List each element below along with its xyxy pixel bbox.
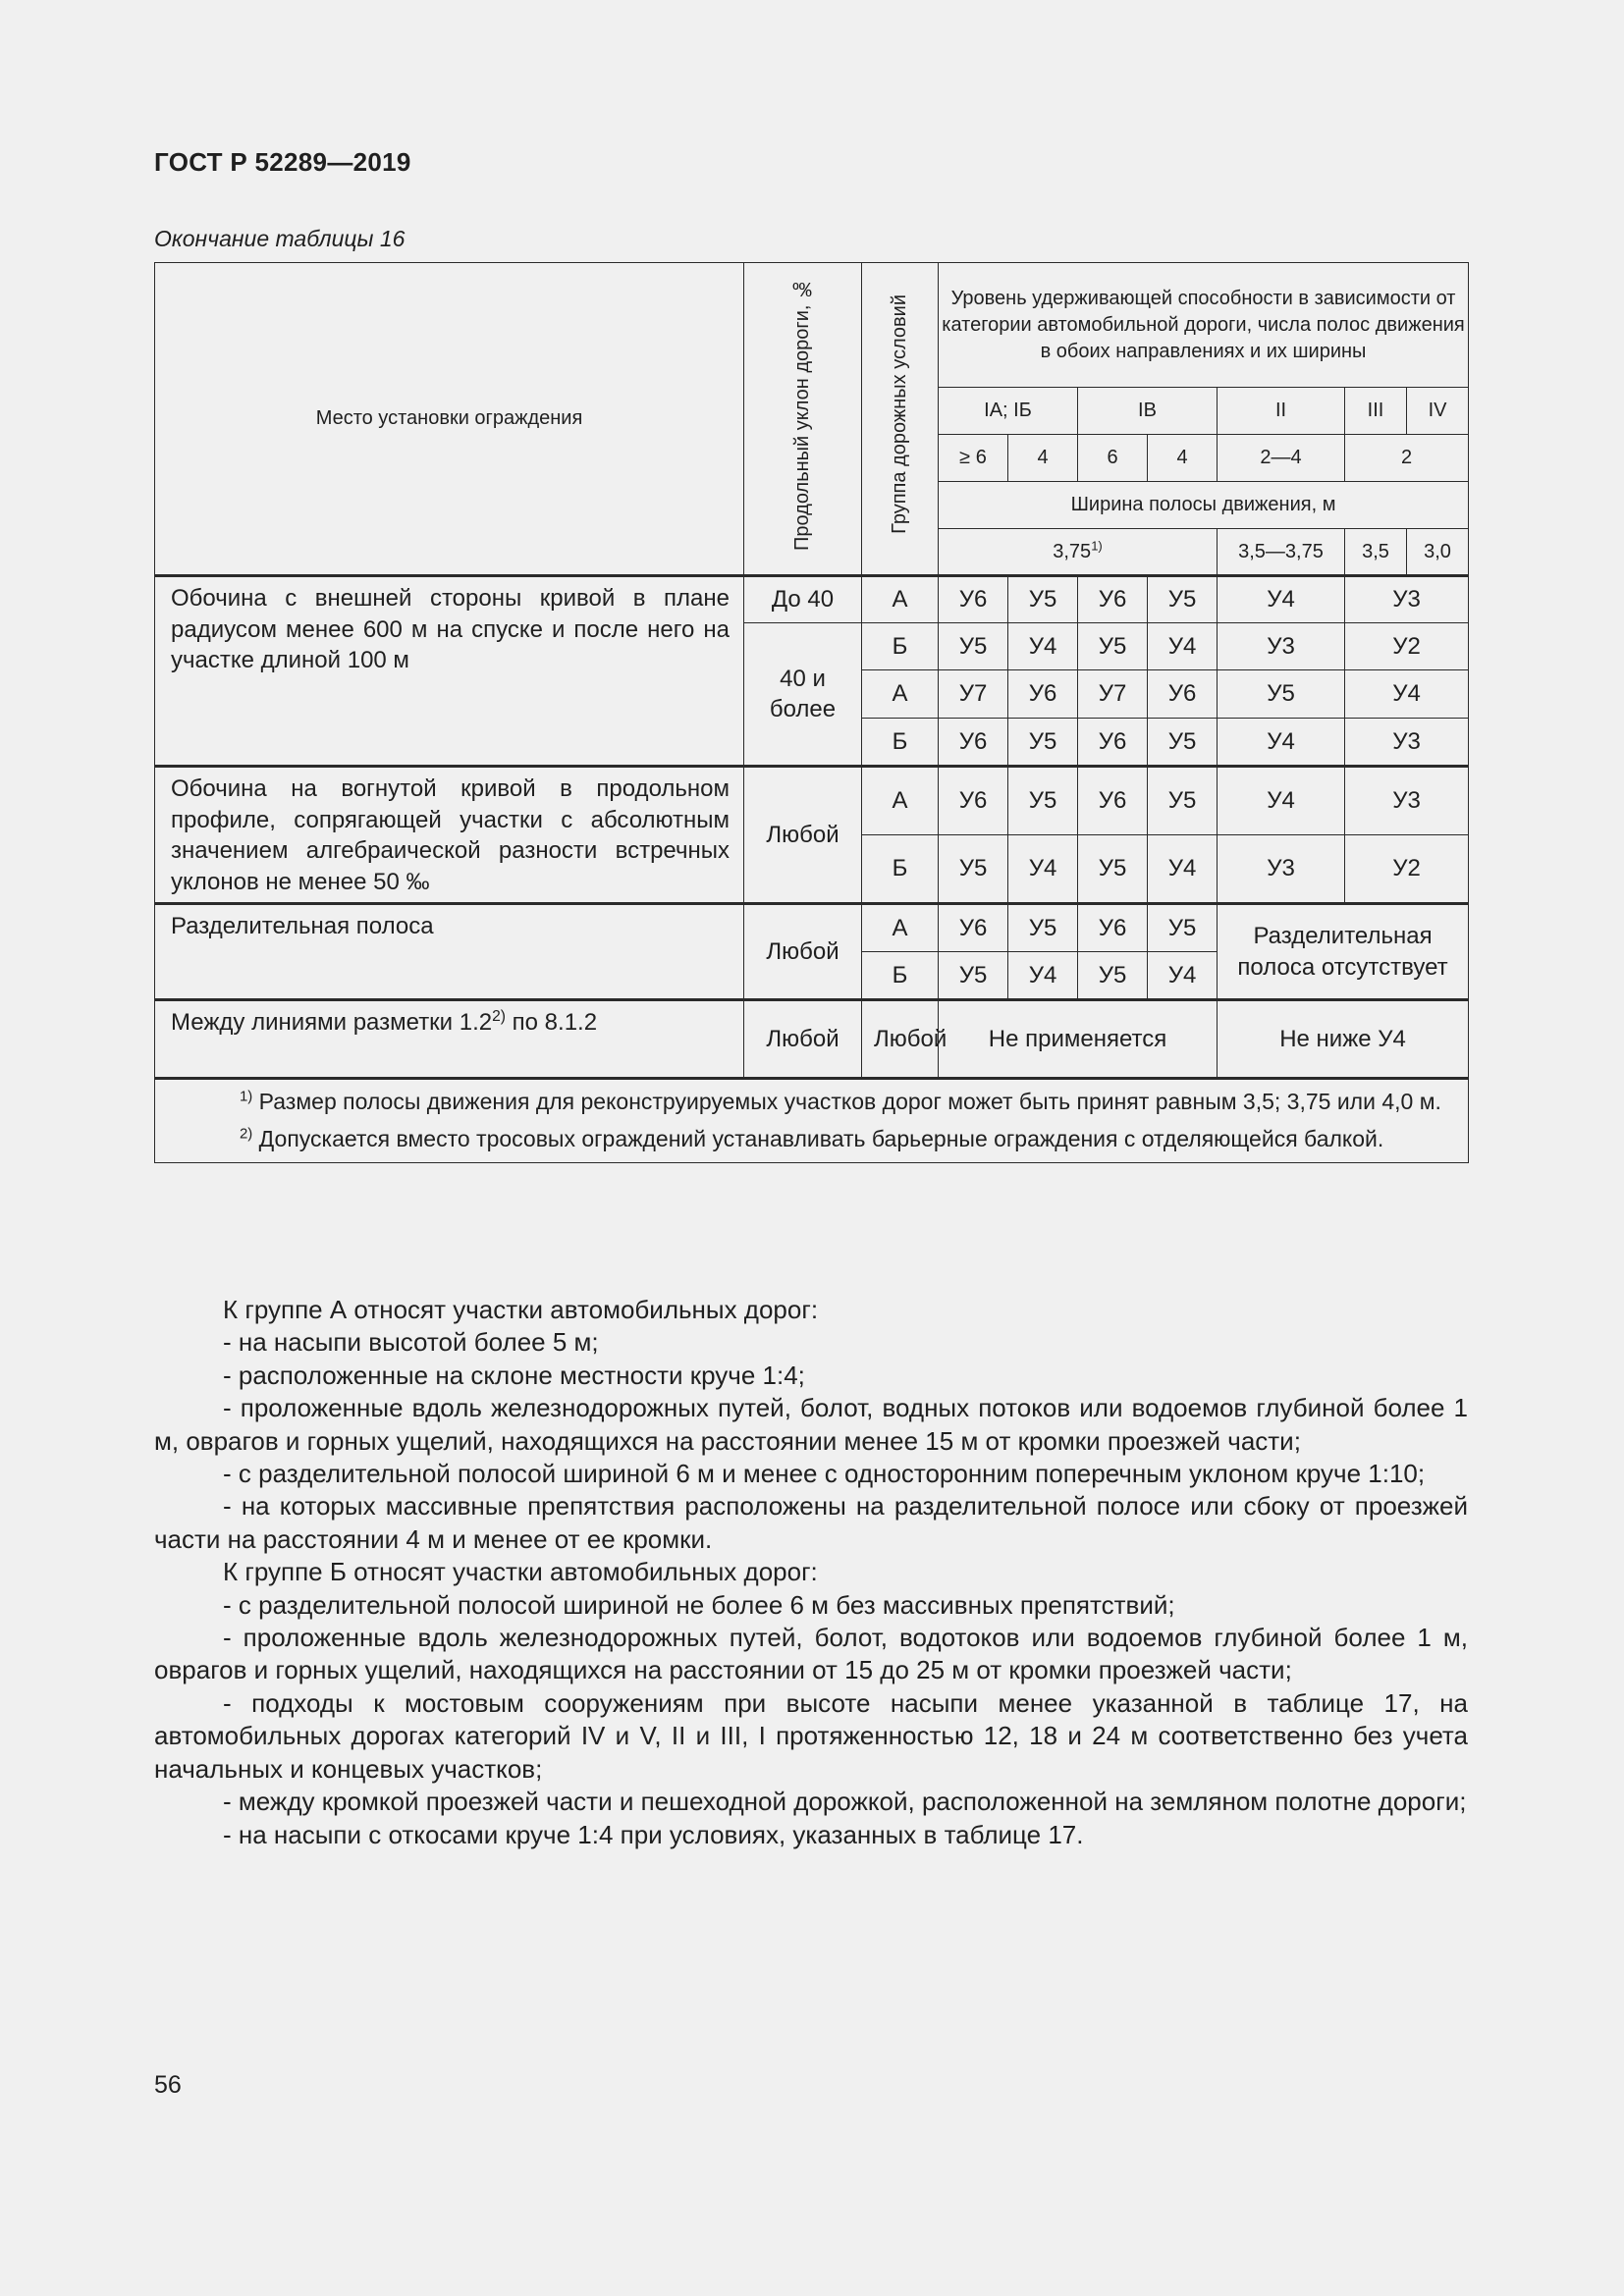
level-cell: У5 (939, 952, 1008, 1000)
row-group: Любой (862, 1000, 939, 1079)
level-cell: У5 (1148, 767, 1218, 835)
level-cell: У5 (1008, 719, 1078, 767)
level-cell: У4 (1148, 952, 1218, 1000)
list-item: - проложенные вдоль железнодорожных путей, болот, водных потоков или водоемов глубиной более 1 м, оврагов и горных ущелий, находящихся на расстоянии менее 15 м от кромки проезжей части; (154, 1393, 1468, 1456)
list-item: - с разделительной полосой шириной не более 6 м без массивных препятствий; (223, 1589, 1175, 1620)
level-cell: У5 (1218, 670, 1345, 719)
level-cell: У3 (1218, 835, 1345, 904)
level-cell: У6 (939, 576, 1008, 623)
level-cell: У3 (1345, 767, 1469, 835)
row-slope: Любой (744, 767, 862, 904)
barrier-table (154, 262, 1469, 1163)
row-group: А (862, 670, 939, 719)
level-cell: У4 (1345, 670, 1469, 719)
level-cell: У6 (939, 719, 1008, 767)
list-item: - с разделительной полосой шириной 6 м и менее с односторонним поперечным уклоном круче 1:10; (223, 1459, 1426, 1489)
row-group: Б (862, 952, 939, 1000)
level-cell: У4 (1148, 623, 1218, 670)
body-text (154, 1294, 1468, 1851)
level-cell: У6 (1078, 904, 1148, 952)
level-cell: У5 (1078, 952, 1148, 1000)
median-absent-cell: Разделительная полоса отсутствует (1218, 904, 1469, 1000)
cat-iii: III (1345, 388, 1407, 435)
table-row (155, 904, 1469, 952)
paragraph: К группе Б относят участки автомобильных дорог: (223, 1557, 818, 1587)
level-cell: У6 (1148, 670, 1218, 719)
level-cell: У4 (1218, 767, 1345, 835)
level-cell: У6 (939, 904, 1008, 952)
list-item: - на насыпи высотой более 5 м; (223, 1327, 599, 1358)
header-level: Уровень удерживающей способности в зависимости от категории автомобильной дороги, числа полос движения в обоих направлениях и их ширины (939, 263, 1469, 388)
row-group: А (862, 576, 939, 623)
table-caption: Окончание таблицы 16 (154, 226, 406, 251)
row-slope: Любой (744, 904, 862, 1000)
level-cell: У4 (1218, 576, 1345, 623)
row-slope: До 40 (744, 576, 862, 623)
level-cell: У3 (1345, 719, 1469, 767)
page-number: 56 (154, 2071, 182, 2099)
table-notes-row (155, 1079, 1469, 1163)
row-group: А (862, 904, 939, 952)
level-cell: У6 (1078, 767, 1148, 835)
width-35-375: 3,5—3,75 (1218, 529, 1345, 576)
list-item: - на насыпи с откосами круче 1:4 при условиях, указанных в таблице 17. (223, 1819, 1084, 1849)
level-cell: У3 (1345, 576, 1469, 623)
list-item: - на которых массивные препятствия расположены на разделительной полосе или сбоку от проезжей части на расстоянии 4 м и менее от ее кромки. (154, 1491, 1468, 1554)
level-cell: У4 (1008, 623, 1078, 670)
level-cell: У5 (1078, 835, 1148, 904)
level-cell: У5 (1148, 719, 1218, 767)
footnote-1: $^{1)}$ Размер полосы движения для реконструируемых участков дорог может быть принят равным 3,5; 3,75 или 4,0 м. (240, 1088, 1441, 1114)
level-cell: У6 (1078, 719, 1148, 767)
lanes-4: 4 (1148, 435, 1218, 482)
level-cell: У2 (1345, 835, 1469, 904)
row-place: Между линиями разметки 1.2$^{2)}$ по 8.1.2 (155, 1000, 744, 1079)
row-slope: Любой (744, 1000, 862, 1079)
list-item: - проложенные вдоль железнодорожных путей, болот, водотоков или водоемов глубиной более 1 м, оврагов и горных ущелий, находящихся на расстоянии от 15 до 25 м от кромки проезжей части; (154, 1623, 1468, 1685)
footnote-2: $^{2)}$ Допускается вместо тросовых ограждений устанавливать барьерные ограждения с отделяющейся балкой. (240, 1125, 1384, 1151)
row-slope: 40 и более (744, 623, 862, 767)
lanes-2: 2 (1345, 435, 1469, 482)
row-group: А (862, 767, 939, 835)
level-cell: У6 (1008, 670, 1078, 719)
level-cell: У5 (939, 623, 1008, 670)
list-item: - между кромкой проезжей части и пешеходной дорожкой, расположенной на земляном полотне дороги; (223, 1787, 1467, 1817)
not-applied-cell: Не применяется (939, 1000, 1218, 1079)
width-35: 3,5 (1345, 529, 1407, 576)
cat-ia-ib: IА; IБ (939, 388, 1078, 435)
level-cell: У5 (1008, 767, 1078, 835)
level-cell: У5 (939, 835, 1008, 904)
lane-width-title: Ширина полосы движения, м (939, 482, 1469, 529)
level-cell: У5 (1148, 904, 1218, 952)
level-cell: У3 (1218, 623, 1345, 670)
table-row (155, 1000, 1469, 1079)
level-cell: У6 (1078, 576, 1148, 623)
cat-iv: IV (1407, 388, 1469, 435)
not-below-cell: Не ниже У4 (1218, 1000, 1469, 1079)
lanes-6: 6 (1078, 435, 1148, 482)
header-slope: Продольный уклон дороги, ‰ (744, 263, 862, 576)
level-cell: У5 (1148, 576, 1218, 623)
table-row (155, 576, 1469, 623)
level-cell: У6 (939, 767, 1008, 835)
paragraph: К группе А относят участки автомобильных дорог: (223, 1295, 819, 1324)
lanes-2-4: 2—4 (1218, 435, 1345, 482)
level-cell: У4 (1148, 835, 1218, 904)
lanes-4: 4 (1008, 435, 1078, 482)
row-group: Б (862, 623, 939, 670)
level-cell: У4 (1218, 719, 1345, 767)
row-place: Обочина на вогнутой кривой в продольном профиле, сопрягающей участки с абсолютным значением алгебраической разности встречных уклонов не менее 50 ‰ (155, 767, 744, 904)
list-item: - расположенные на склоне местности круче 1:4; (223, 1360, 805, 1390)
header-place: Место установки ограждения (155, 263, 744, 576)
level-cell: У4 (1008, 952, 1078, 1000)
header-group: Группа дорожных условий (862, 263, 939, 576)
row-group: Б (862, 719, 939, 767)
width-375: 3,75$^{1)}$ (939, 529, 1218, 576)
level-cell: У5 (1008, 904, 1078, 952)
row-place: Обочина с внешней стороны кривой в плане радиусом менее 600 м на спуске и после него на участке длиной 100 м (155, 576, 744, 767)
table-notes (155, 1079, 1469, 1163)
level-cell: У7 (939, 670, 1008, 719)
document-header: ГОСТ Р 52289—2019 (154, 147, 411, 177)
level-cell: У7 (1078, 670, 1148, 719)
lanes-ge6: ≥ 6 (939, 435, 1008, 482)
level-cell: У4 (1008, 835, 1078, 904)
cat-ib: IВ (1078, 388, 1218, 435)
level-cell: У2 (1345, 623, 1469, 670)
cat-ii: II (1218, 388, 1345, 435)
table-row (155, 767, 1469, 835)
list-item: - подходы к мостовым сооружениям при высоте насыпи менее указанной в таблице 17, на автомобильных дорогах категорий IV и V, II и III, I протяженностью 12, 18 и 24 м соответственно без учета начальных и концевых участков; (154, 1687, 1468, 1784)
row-place: Разделительная полоса (155, 904, 744, 1000)
row-group: Б (862, 835, 939, 904)
level-cell: У5 (1078, 623, 1148, 670)
level-cell: У5 (1008, 576, 1078, 623)
width-30: 3,0 (1407, 529, 1469, 576)
